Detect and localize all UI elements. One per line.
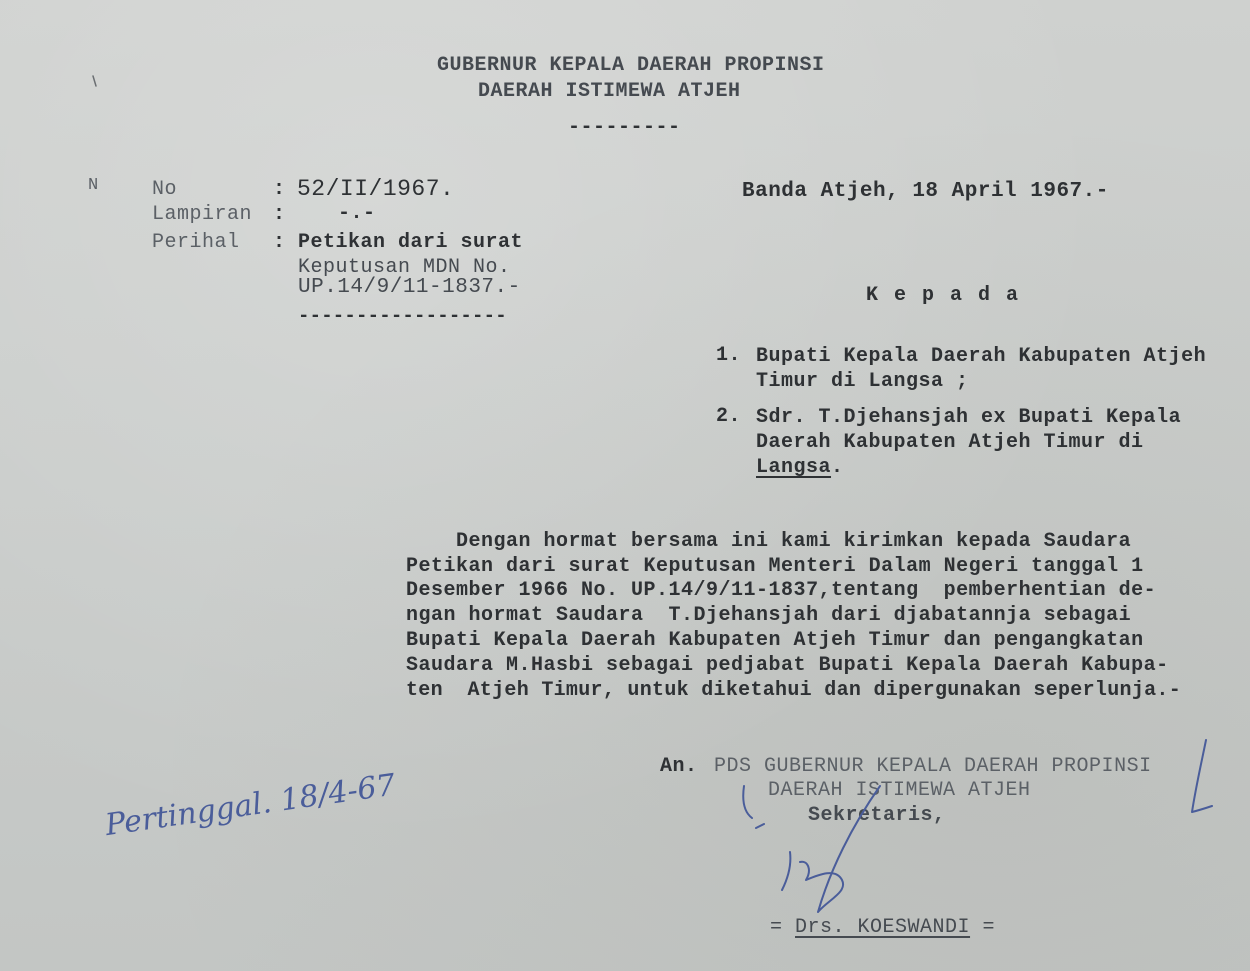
recipient-2-number: 2. [716,405,742,428]
recipient-1-line-2: Timur di Langsa ; [756,370,969,393]
no-separator: : [273,178,286,201]
recipient-1-number: 1. [716,344,742,367]
perihal-line-3: UP.14/9/11-1837.- [298,276,521,299]
margin-mark: N [88,176,99,195]
left-tick-mark [743,786,764,828]
signature-scribble [782,786,880,912]
perihal-separator: : [273,231,286,254]
body-line-1: Dengan hormat bersama ini kami kirimkan kepada Saudara [406,530,1132,553]
recipient-2-city: Langsa [756,456,832,479]
margin-speck [93,76,96,86]
recipient-2-line-2: Daerah Kabupaten Atjeh Timur di [756,431,1144,454]
header-line-2: DAERAH ISTIMEWA ATJEH [478,80,741,103]
recipient-1-line-1: Bupati Kepala Daerah Kabupaten Atjeh [756,345,1207,368]
header-rule: --------- [568,116,681,139]
approval-check-mark [1192,740,1212,812]
lampiran-value: -.- [338,202,376,225]
lampiran-separator: : [273,203,286,226]
perihal-rule: ------------------ [298,305,507,327]
signature-title: Sekretaris, [808,804,946,827]
signature-prefix: An. [660,755,698,778]
body-line-4: ngan hormat Saudara T.Djehansjah dari djabatannja sebagai [406,604,1132,627]
header-line-1: GUBERNUR KEPALA DAERAH PROPINSI [437,54,825,77]
place-date: Banda Atjeh, 18 April 1967.- [742,180,1109,203]
signatory-name: Drs. KOESWANDI [795,916,971,939]
body-line-6: Saudara M.Hasbi sebagai pedjabat Bupati Kepala Daerah Kabupa- [406,654,1169,677]
no-value: 52/II/1967. [297,176,455,202]
signature-office-line-2: DAERAH ISTIMEWA ATJEH [768,779,1031,802]
signature-name-left-mark: = [770,916,796,939]
no-label: No [152,178,178,201]
recipient-2-line-1: Sdr. T.Djehansjah ex Bupati Kepala [756,406,1182,429]
body-line-3: Desember 1966 No. UP.14/9/11-1837,tentang pemberhentian de- [406,579,1157,602]
body-line-7: ten Atjeh Timur, untuk diketahui dan dipergunakan seperlunja.- [406,679,1182,702]
handwritten-note: Pertinggal. 18/4-67 [103,767,398,843]
perihal-line-2: Keputusan MDN No. [298,256,511,279]
body-line-5: Bupati Kepala Daerah Kabupaten Atjeh Timur dan pengangkatan [406,629,1144,652]
body-line-2: Petikan dari surat Keputusan Menteri Dalam Negeri tanggal 1 [406,555,1144,578]
signature-name-right-mark: = [970,916,996,939]
recipient-2-period: . [831,456,844,479]
lampiran-label: Lampiran [152,203,253,226]
signature-office-line-1: PDS GUBERNUR KEPALA DAERAH PROPINSI [714,755,1152,778]
recipients-heading: K e p a d a [866,284,1021,307]
perihal-label: Perihal [152,231,240,254]
perihal-line-1: Petikan dari surat [298,231,524,254]
